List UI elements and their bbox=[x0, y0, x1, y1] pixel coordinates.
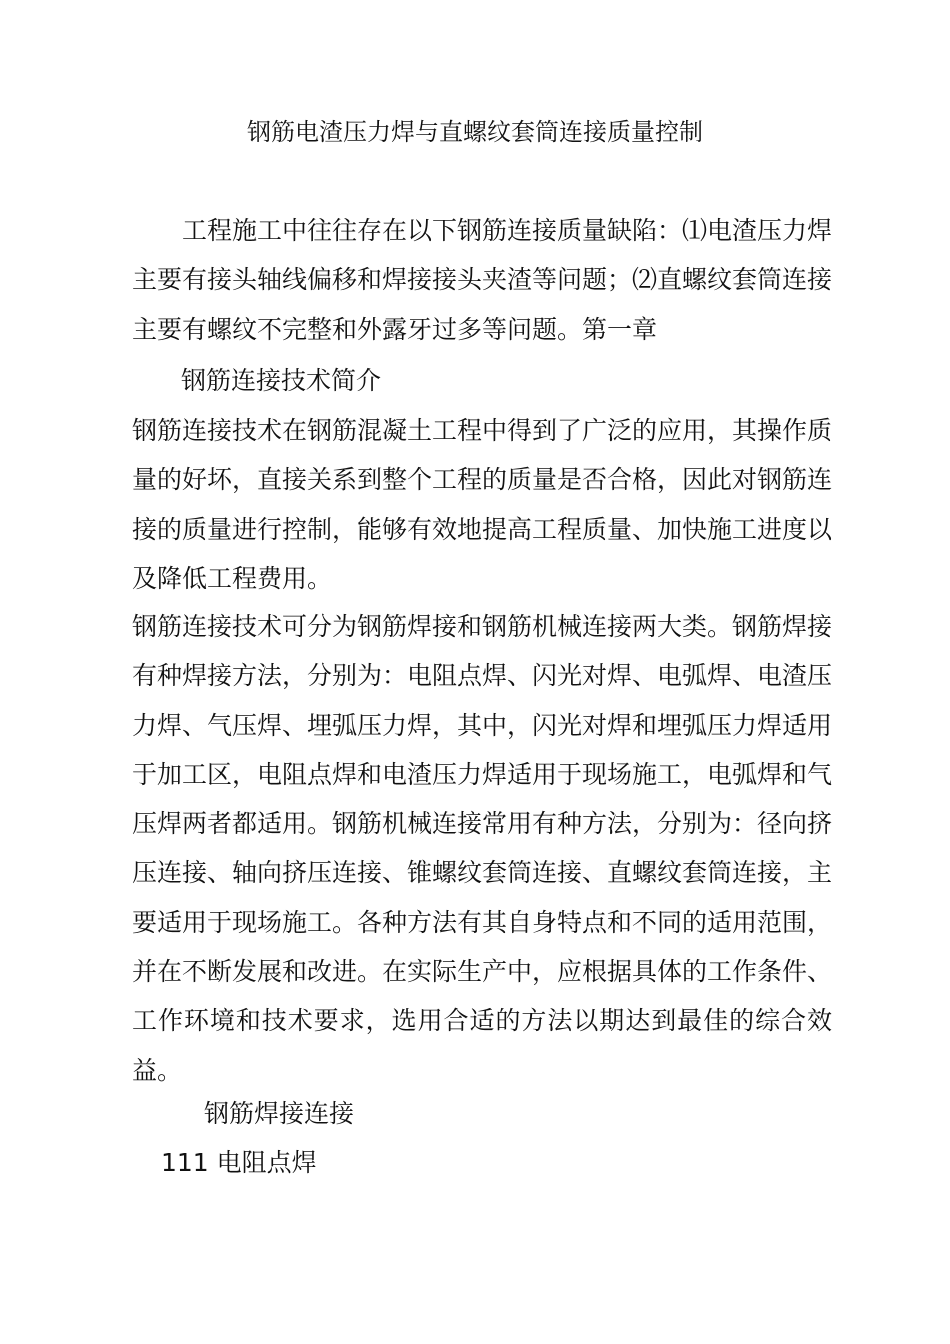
document-title: 钢筋电渣压力焊与直螺纹套筒连接质量控制 bbox=[247, 118, 703, 146]
intro-paragraph: 工程施工中往往存在以下钢筋连接质量缺陷：⑴电渣压力焊主要有接头轴线偏移和焊接接头夹渣等问题；⑵直螺纹套筒连接主要有螺纹不完整和外露牙过多等问题。第一章 bbox=[132, 216, 833, 344]
subsection-heading: 111 电阻点焊 bbox=[161, 1148, 317, 1177]
chapter-heading: 钢筋连接技术简介 bbox=[181, 366, 382, 395]
section-heading: 钢筋焊接连接 bbox=[204, 1099, 355, 1128]
body-paragraph-1: 钢筋连接技术在钢筋混凝土工程中得到了广泛的应用，其操作质量的好坏，直接关系到整个工程的质量是否合格，因此对钢筋连接的质量进行控制，能够有效地提高工程质量、加快施工进度以及降低工程费用。 bbox=[132, 416, 833, 593]
body-paragraph-2: 钢筋连接技术可分为钢筋焊接和钢筋机械连接两大类。钢筋焊接有种焊接方法，分别为：电阻点焊、闪光对焊、电弧焊、电渣压力焊、气压焊、埋弧压力焊，其中，闪光对焊和埋弧压力焊适用于加工区，电阻点焊和电渣压力焊适用于现场施工，电弧焊和气压焊两者都适用。钢筋机械连接常用有种方法，分别为：径向挤压连接、轴向挤压连接、锥螺纹套筒连接、直螺纹套筒连接，主要适用于现场施工。各种方法有其自身特点和不同的适用范围，并在不断发展和改进。在实际生产中，应根据具体的工作条件、工作环境和技术要求，选用合适的方法以期达到最佳的综合效益。 bbox=[132, 612, 833, 1085]
